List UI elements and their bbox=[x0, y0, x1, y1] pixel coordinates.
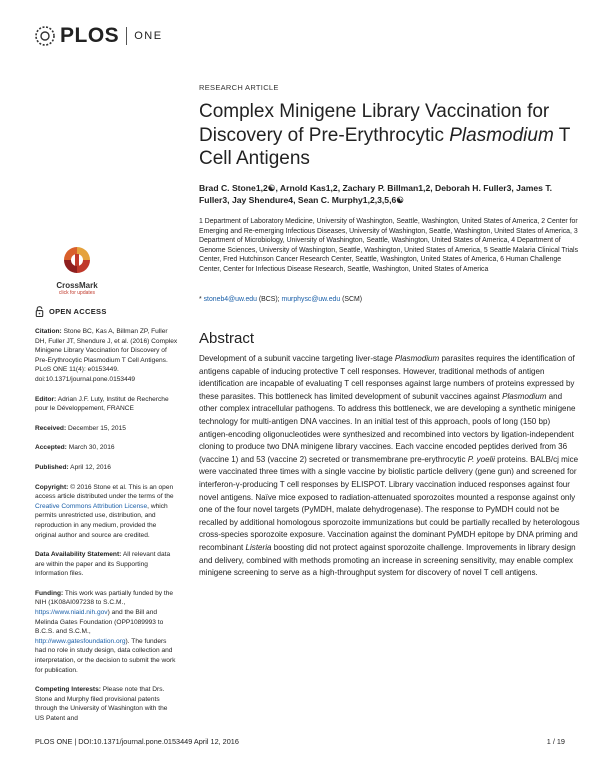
data-availability-block bbox=[35, 550, 178, 579]
corr-mid: (BCS); bbox=[256, 296, 282, 303]
crossmark-icon bbox=[62, 245, 92, 275]
published-date: April 12, 2016 bbox=[70, 463, 111, 471]
editor-label: Editor: bbox=[35, 395, 57, 403]
corr-prefix: * bbox=[199, 296, 204, 303]
journal-logo-sub: ONE bbox=[134, 30, 163, 42]
title-part-1: Complex Minigene Library Vaccination for Discovery of Pre-Erythrocytic bbox=[199, 101, 550, 146]
funding-block bbox=[35, 589, 178, 675]
abstract-italic-term: Plasmodium bbox=[394, 354, 440, 363]
journal-logo-text: PLOS bbox=[60, 24, 120, 47]
gates-link[interactable]: http://www.gatesfoundation.org bbox=[35, 637, 126, 645]
abstract-body bbox=[199, 353, 581, 580]
competing-interests-label: Competing Interests: bbox=[35, 686, 101, 694]
article-type: RESEARCH ARTICLE bbox=[199, 83, 279, 92]
abstract-italic-term: Plasmodium bbox=[502, 391, 547, 401]
citation-label: Citation: bbox=[35, 328, 62, 335]
abstract-text: boosting did not protect against sporozoite challenge. Improvements in library design and delivery, combined with methods promoting an increase in screening sensitivity, may enable complex minigene screening to serve as a high-throughput system for discovery of novel T cell antigens. bbox=[199, 542, 576, 578]
published-block bbox=[35, 463, 178, 473]
crossmark-label: CrossMark bbox=[56, 281, 98, 290]
page-footer bbox=[35, 737, 565, 746]
abstract-text: Development of a subunit vaccine targeting liver-stage bbox=[199, 354, 395, 363]
license-link[interactable]: Creative Commons Attribution License bbox=[35, 502, 148, 510]
footer-citation: PLOS ONE | DOI:10.1371/journal.pone.0153449 April 12, 2016 bbox=[35, 737, 239, 746]
copyright-text: © 2016 Stone et al. This is an open access article distributed under the terms of the bbox=[35, 483, 174, 501]
corr-suffix: (SCM) bbox=[340, 296, 363, 303]
funding-label: Funding: bbox=[35, 589, 64, 597]
journal-logo[interactable] bbox=[34, 24, 163, 48]
editor-text: Adrian J.F. Luty, Institut de Recherche pour le Développement, FRANCE bbox=[35, 395, 169, 413]
crossmark-badge[interactable] bbox=[52, 245, 102, 296]
email-link-stone[interactable]: stoneb4@uw.edu bbox=[203, 296, 257, 303]
received-block bbox=[35, 424, 178, 434]
copyright-block bbox=[35, 483, 178, 541]
citation-text: Stone BC, Kas A, Billman ZP, Fuller DH, Fuller JT, Shendure J, et al. (2016) Complex Minigene Library Vaccination for Discovery of Pre-Erythrocytic Plasmodium T Cell Antigens. PLoS ONE 11(4): e0153449. doi:10.1371/journal.pone.0153449 bbox=[35, 328, 178, 383]
funding-text: This work was partially funded by the NIH (1K08AI097238 to S.C.M., bbox=[35, 589, 174, 607]
crossmark-sub: click for updates bbox=[58, 290, 96, 296]
accepted-label: Accepted: bbox=[35, 444, 67, 452]
competing-interests-text: Please note that Drs. Stone and Murphy filed provisional patents through the University of Washington with the US Patent and bbox=[35, 686, 168, 722]
funding-text-mid: ) and the Bill and Melinda Gates Foundation (OPP1089993 to B.C.S. and S.C.M., bbox=[35, 609, 164, 636]
abstract-heading: Abstract bbox=[199, 330, 255, 347]
accepted-block bbox=[35, 443, 178, 453]
logo-divider bbox=[126, 27, 127, 45]
author-list: Brad C. Stone1,2☯, Arnold Kas1,2, Zachary P. Billman1,2, Deborah H. Fuller3, James T. Fuller3, Jay Shendure4, Sean C. Murphy1,2,3,5,6☯ bbox=[199, 183, 553, 205]
article-sidebar bbox=[35, 306, 178, 734]
email-link-murphy[interactable]: murphysc@uw.edu bbox=[281, 296, 341, 303]
page-number: 1 / 19 bbox=[546, 737, 565, 746]
copyright-label: Copyright: bbox=[35, 483, 69, 491]
data-availability-label: Data Availability Statement: bbox=[35, 551, 122, 559]
data-availability-text: All relevant data are within the paper and its Supporting Information files. bbox=[35, 551, 171, 578]
plos-logo-icon bbox=[34, 25, 56, 47]
abstract-italic-term: Listeria bbox=[245, 542, 272, 552]
editor-block bbox=[35, 395, 178, 414]
affiliations: 1 Department of Laboratory Medicine, University of Washington, Seattle, Washington, United States of America, 2 Center for Emerging and Re-emerging Infectious Diseases, University of Washington, Seattle, Washington, United States of America, 3 Department of Microbiology, University of Washington, Seattle, Washington, United States of America, 4 Department of Genome Sciences, University of Washington, Seattle, Washington, United States of America, 5 Seattle Malaria Clinical Trials Center, Fred Hutchinson Cancer Research Center, Seattle, Washington, United States of America, 6 Human Challenge Center, Center for Infectious Disease Research, Seattle, Washington, United States of America bbox=[199, 218, 579, 273]
abstract-text: proteins. BALB/cj mice were vaccinated three times with a single vaccine by biolistic particle delivery (gene gun) and screened for interferon-γ-producing T cell responses by ELISPOT. Library vaccination induced responses against four novel antigens. Naïve mice exposed to radiation-attenuated sporozoites mounted a response against only one of the four novel targets (PyMDH, malate dehydrogenase). The response to PyMDH could not be recalled by additional homologous sporozoite immunizations but could be partially recalled by heterologous cross-species sporozoite exposure. Vaccination against the dominant PyMDH epitope by DNA priming and recombinant bbox=[199, 454, 580, 552]
open-access-badge bbox=[35, 306, 178, 317]
accepted-date: March 30, 2016 bbox=[68, 444, 115, 452]
received-label: Received: bbox=[35, 424, 67, 432]
abstract-italic-term: P. yoelii bbox=[467, 454, 495, 464]
open-lock-icon bbox=[35, 306, 44, 317]
article-title bbox=[199, 100, 589, 171]
correspondence bbox=[199, 296, 579, 303]
received-date: December 15, 2015 bbox=[68, 424, 126, 432]
abstract-text: parasites requires the identification of antigens capable of inducing protective T cell responses. However, traditional methods of antigen identification are incapable of evaluating T cell responses against large numbers of proteins expressed by these parasites. This bottleneck has limited development of subunit vaccines against bbox=[199, 354, 575, 401]
published-label: Published: bbox=[35, 463, 69, 471]
abstract-text: and other complex intracellular pathogens. To address this bottleneck, we are developing a synthetic minigene technology for multi-antigen DNA vaccines. In an initial test of this approach, pools of long (150 bp) antigen-encoding oligonucleotides were synthesized and recombined into vectors by ligation-independent cloning to produce two DNA minigene library vaccines. Each vaccine encoded peptides derived from 36 (vaccine 1) and 53 (vaccine 2) secreted or transmembrane pre-erythrocytic bbox=[199, 391, 576, 464]
citation-block bbox=[35, 327, 178, 385]
funding-text-end: ). The funders had no role in study design, data collection and interpretation, or the decision to submit the work for publication. bbox=[35, 637, 176, 674]
competing-interests-block bbox=[35, 685, 178, 723]
niaid-link[interactable]: https://www.niaid.nih.gov bbox=[35, 609, 108, 617]
open-access-label: OPEN ACCESS bbox=[49, 306, 107, 316]
copyright-text-end: , which permits unrestricted use, distribution, and reproduction in any medium, provided the original author and source are credited. bbox=[35, 502, 168, 539]
title-italic: Plasmodium bbox=[449, 124, 554, 146]
title-part-2: T Cell Antigens bbox=[199, 124, 570, 169]
